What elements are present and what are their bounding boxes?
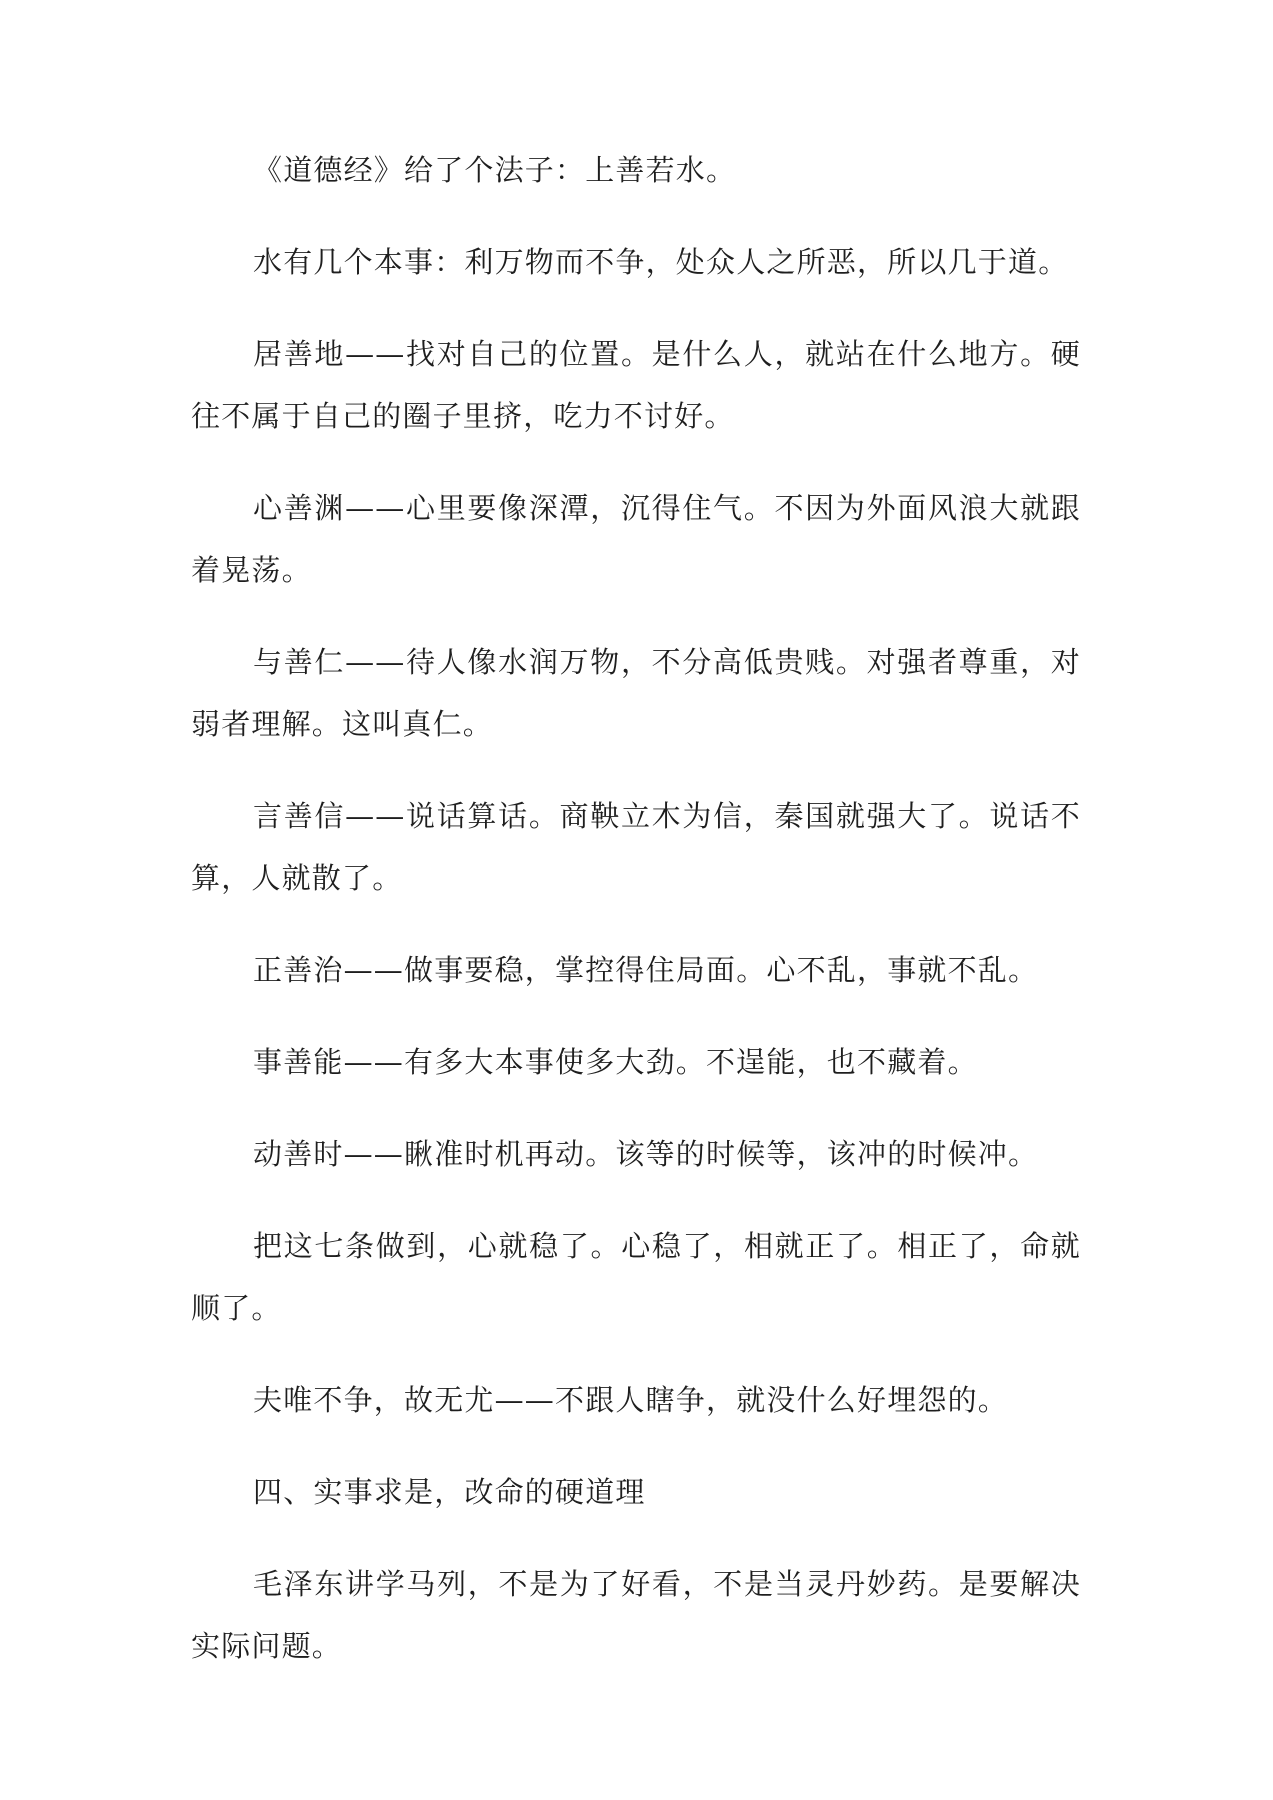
paragraph-10: 把这七条做到，心就稳了。心稳了，相就正了。相正了，命就顺了。 — [191, 1229, 1081, 1325]
document-page — [191, 139, 1081, 1707]
paragraph-4: 心善渊——心里要像深潭，沉得住气。不因为外面风浪大就跟着晃荡。 — [191, 491, 1081, 587]
paragraph-3: 居善地——找对自己的位置。是什么人，就站在什么地方。硬往不属于自己的圈子里挤，吃力不讨好。 — [191, 337, 1081, 433]
section-heading: 四、实事求是，改命的硬道理 — [253, 1475, 646, 1509]
paragraph-1: 《道德经》给了个法子：上善若水。 — [253, 153, 737, 187]
paragraph-9: 动善时——瞅准时机再动。该等的时候等，该冲的时候冲。 — [253, 1137, 1039, 1171]
paragraph-13: 毛泽东讲学马列，不是为了好看，不是当灵丹妙药。是要解决实际问题。 — [191, 1567, 1081, 1663]
paragraph-6: 言善信——说话算话。商鞅立木为信，秦国就强大了。说话不算，人就散了。 — [191, 799, 1081, 895]
paragraph-11: 夫唯不争，故无尤——不跟人瞎争，就没什么好埋怨的。 — [253, 1383, 1009, 1417]
paragraph-8: 事善能——有多大本事使多大劲。不逞能，也不藏着。 — [253, 1045, 978, 1079]
paragraph-2: 水有几个本事：利万物而不争，处众人之所恶，所以几于道。 — [253, 245, 1069, 279]
paragraph-5: 与善仁——待人像水润万物，不分高低贵贱。对强者尊重，对弱者理解。这叫真仁。 — [191, 645, 1081, 741]
paragraph-7: 正善治——做事要稳，掌控得住局面。心不乱，事就不乱。 — [253, 953, 1039, 987]
